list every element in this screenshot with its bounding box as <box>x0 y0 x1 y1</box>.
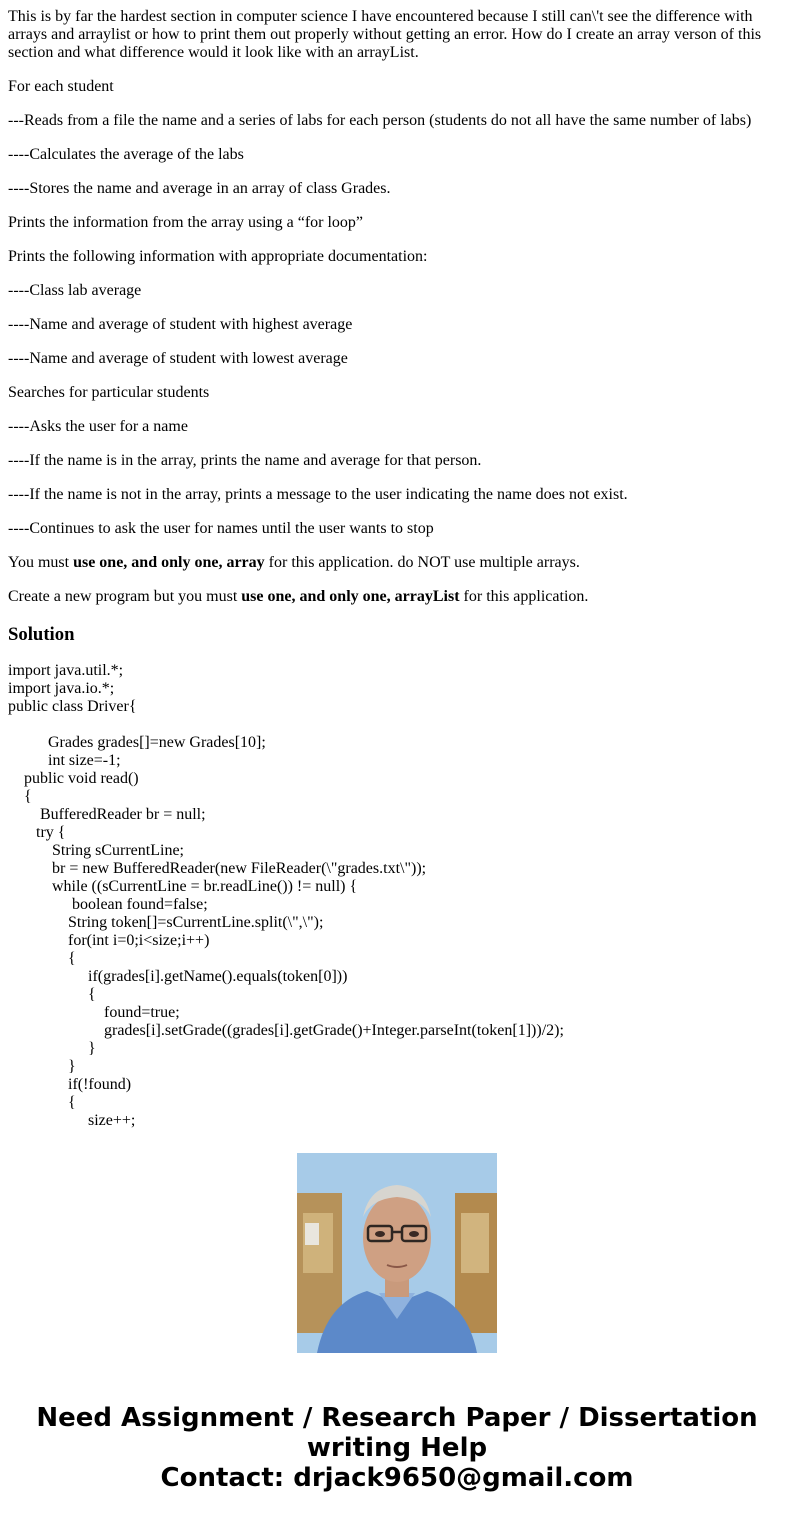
code-line: int size=-1; <box>8 752 121 769</box>
code-line: } <box>8 1058 76 1075</box>
requirement-line: ----Asks the user for a name <box>8 418 188 435</box>
author-avatar <box>297 1153 497 1353</box>
promo-line: Need Assignment / Research Paper / Dissertation <box>36 1403 758 1433</box>
code-line: grades[i].setGrade((grades[i].getGrade()+Integer.parseInt(token[1]))/2); <box>8 1022 564 1039</box>
requirement-line: For each student <box>8 78 114 95</box>
code-line: public class Driver{ <box>8 698 137 715</box>
code-line: String token[]=sCurrentLine.split(\",\"); <box>8 914 324 931</box>
code-line: found=true; <box>8 1004 180 1021</box>
author-photo <box>297 1153 497 1353</box>
array-requirement <box>8 554 778 572</box>
document-body <box>8 8 778 1129</box>
requirement-line: ----If the name is not in the array, prints a message to the user indicating the name does not exist. <box>8 486 628 503</box>
requirement-text: for this application. do NOT use multiple arrays. <box>264 554 580 571</box>
code-line: public void read() <box>8 770 139 787</box>
code-line: boolean found=false; <box>8 896 208 913</box>
code-line: if(grades[i].getName().equals(token[0])) <box>8 968 348 985</box>
requirement-line: ----If the name is in the array, prints the name and average for that person. <box>8 452 482 469</box>
code-line: for(int i=0;i<size;i++) <box>8 932 210 949</box>
code-line: import java.io.*; <box>8 680 115 697</box>
code-line: { <box>8 950 76 967</box>
code-line: import java.util.*; <box>8 662 124 679</box>
requirement-emphasis: use one, and only one, arrayList <box>241 588 460 605</box>
code-line: if(!found) <box>8 1076 132 1093</box>
requirement-line: Prints the information from the array using a “for loop” <box>8 214 364 231</box>
requirement-line: ----Calculates the average of the labs <box>8 146 244 163</box>
promo-contact: Contact: drjack9650@gmail.com <box>160 1463 634 1493</box>
code-line: String sCurrentLine; <box>8 842 184 859</box>
code-line <box>8 716 778 734</box>
code-line: { <box>8 986 96 1003</box>
requirement-line: ----Name and average of student with lowest average <box>8 350 348 367</box>
promo-line: writing Help <box>306 1433 488 1463</box>
solution-heading: Solution <box>8 624 75 645</box>
requirement-line: ----Class lab average <box>8 282 142 299</box>
requirement-line: ----Name and average of student with highest average <box>8 316 353 333</box>
code-line: br = new BufferedReader(new FileReader(\"grades.txt\")); <box>8 860 427 877</box>
code-line: } <box>8 1040 96 1057</box>
requirement-text: for this application. <box>459 588 589 605</box>
solution-code <box>8 662 778 1129</box>
requirements-list <box>8 78 778 538</box>
code-line: while ((sCurrentLine = br.readLine()) != null) { <box>8 878 358 895</box>
requirement-text: You must <box>8 554 74 571</box>
requirement-line: Searches for particular students <box>8 384 210 401</box>
code-line: Grades grades[]=new Grades[10]; <box>8 734 266 751</box>
requirement-text: Create a new program but you must <box>8 588 242 605</box>
code-line: { <box>8 788 32 805</box>
code-line: size++; <box>8 1112 136 1129</box>
promo-banner <box>0 1403 794 1493</box>
requirement-line: ----Continues to ask the user for names until the user wants to stop <box>8 520 434 537</box>
requirement-emphasis: use one, and only one, array <box>73 554 265 571</box>
arraylist-requirement <box>8 588 778 606</box>
code-line: try { <box>8 824 66 841</box>
code-line: BufferedReader br = null; <box>8 806 206 823</box>
code-line: { <box>8 1094 76 1111</box>
requirement-line: Prints the following information with appropriate documentation: <box>8 248 428 265</box>
requirement-line: ----Stores the name and average in an array of class Grades. <box>8 180 391 197</box>
question-intro: This is by far the hardest section in computer science I have encountered because I still can\'t see the difference with arrays and arraylist or how to print them out properly without getting an error. How do I create an array verson of this section and what difference would it look like with an arrayList. <box>8 8 762 61</box>
requirement-line: ---Reads from a file the name and a series of labs for each person (students do not all have the same number of labs) <box>8 112 752 129</box>
